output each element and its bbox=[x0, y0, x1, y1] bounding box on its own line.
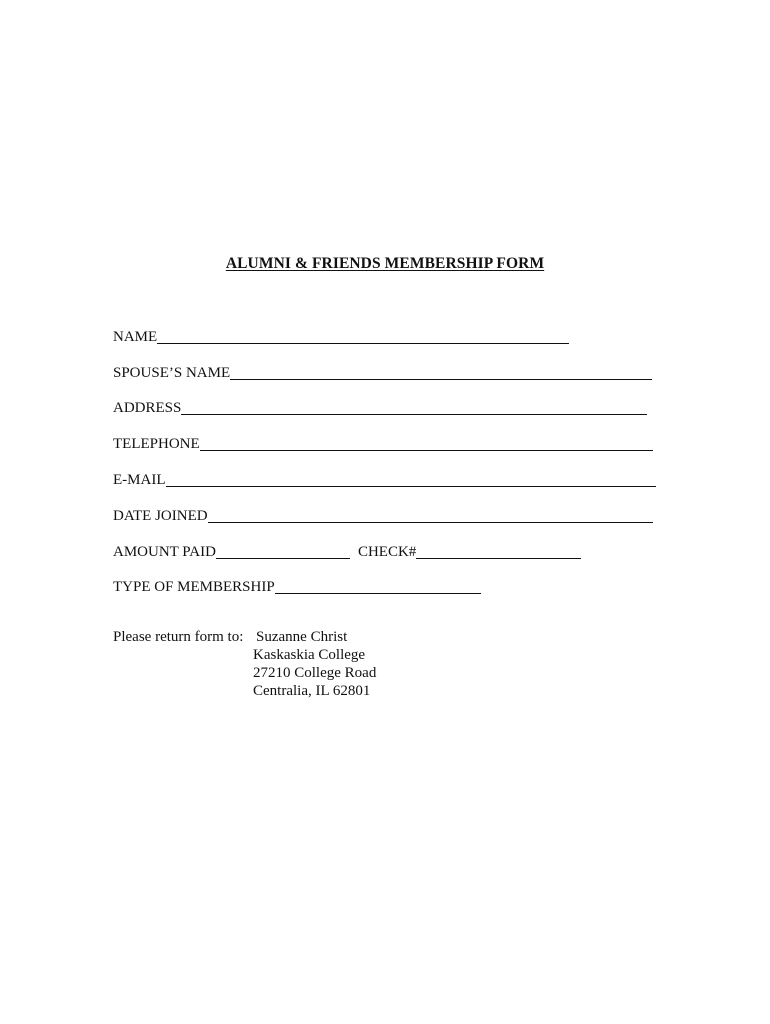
return-address-line: Kaskaskia College bbox=[253, 647, 366, 663]
form-title: ALUMNI & FRIENDS MEMBERSHIP FORM bbox=[225, 255, 545, 272]
amount-paid-field[interactable] bbox=[113, 539, 581, 561]
membership-type-label: TYPE OF MEMBERSHIP bbox=[113, 579, 275, 595]
name-line[interactable] bbox=[157, 326, 569, 344]
return-address-line: Centralia, IL 62801 bbox=[253, 683, 371, 699]
email-line[interactable] bbox=[166, 469, 656, 487]
check-label: CHECK# bbox=[357, 544, 417, 560]
return-address bbox=[253, 628, 376, 700]
membership-type-field[interactable] bbox=[113, 574, 481, 596]
return-address-line: Suzanne Christ bbox=[256, 629, 348, 645]
address-label: ADDRESS bbox=[113, 400, 182, 416]
telephone-line[interactable] bbox=[200, 433, 653, 451]
membership-type-line[interactable] bbox=[275, 576, 481, 594]
address-field[interactable] bbox=[113, 395, 647, 417]
telephone-label: TELEPHONE bbox=[113, 436, 200, 452]
email-label: E-MAIL bbox=[113, 472, 166, 488]
date-joined-label: DATE JOINED bbox=[113, 508, 208, 524]
name-label: NAME bbox=[113, 329, 158, 345]
email-field[interactable] bbox=[113, 467, 656, 489]
amount-paid-line[interactable] bbox=[216, 541, 350, 559]
spouse-name-line[interactable] bbox=[230, 362, 652, 380]
address-line[interactable] bbox=[181, 397, 647, 415]
telephone-field[interactable] bbox=[113, 431, 653, 453]
spouse-name-field[interactable] bbox=[113, 360, 652, 382]
date-joined-field[interactable] bbox=[113, 503, 653, 525]
amount-paid-label: AMOUNT PAID bbox=[113, 544, 216, 560]
name-field[interactable] bbox=[113, 324, 569, 346]
return-label: Please return form to: bbox=[113, 629, 244, 645]
return-address-line: 27210 College Road bbox=[253, 665, 377, 681]
check-line[interactable] bbox=[416, 541, 581, 559]
spouse-name-label: SPOUSE’S NAME bbox=[113, 365, 231, 381]
date-joined-line[interactable] bbox=[208, 505, 653, 523]
